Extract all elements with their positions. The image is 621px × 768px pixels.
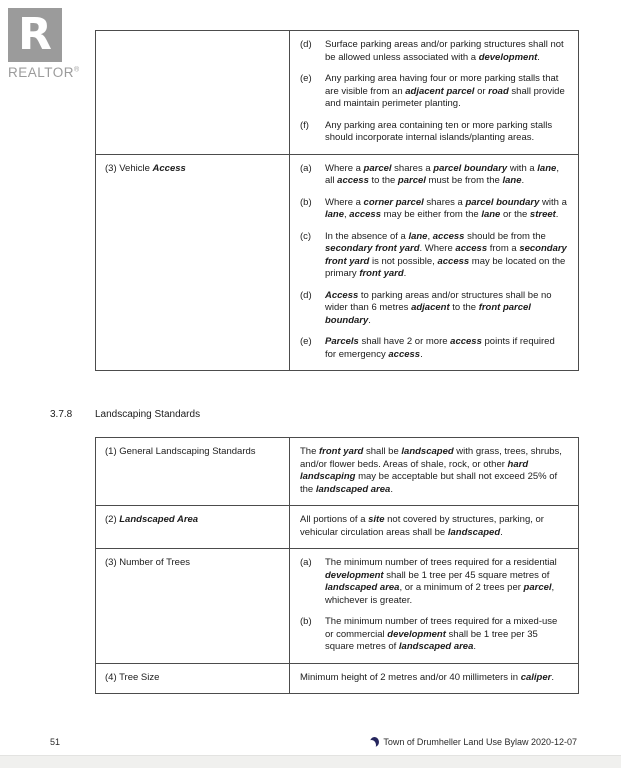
emphasized-term: lane (408, 230, 428, 242)
crescent-icon (370, 737, 379, 747)
emphasized-term: lane (537, 162, 557, 174)
emphasized-term: Landscaped Area (119, 514, 199, 525)
emphasized-term: secondary front yard (325, 243, 567, 267)
emphasized-term: landscaped (447, 526, 501, 538)
emphasized-term: lane (481, 209, 501, 220)
emphasized-term: access (337, 175, 369, 186)
emphasized-term: access (450, 336, 482, 347)
emphasized-term: front yard (319, 446, 364, 457)
clause-item (300, 39, 568, 64)
row-content-cell (290, 31, 578, 154)
emphasized-term: landscaped (401, 446, 454, 457)
emphasized-term: access (437, 255, 470, 267)
table-row (96, 31, 578, 154)
clause-label: (e) (300, 336, 312, 347)
emphasized-term: access (349, 209, 381, 220)
emphasized-term: lane (325, 209, 345, 220)
page-number: 51 (50, 737, 61, 747)
emphasized-term: adjacent parcel (405, 85, 475, 97)
clause-label: (b) (300, 616, 312, 627)
cell-paragraph: All portions of a site not covered by structures, parking, or vehicular circulation areas shall be landscaped. (300, 514, 544, 538)
section-title: Landscaping Standards (95, 409, 201, 420)
emphasized-term: parcel (397, 175, 426, 186)
bottom-strip (0, 755, 621, 768)
emphasized-term: access (455, 243, 488, 254)
clause-text: The minimum number of trees required for a residential development shall be 1 tree per 45 square metres of landscaped area, or a minimum of 2 trees per parcel, whichever is greater. (325, 557, 557, 606)
clause-label: (f) (300, 119, 309, 131)
document-title: Town of Drumheller Land Use Bylaw 2020-12-07 (383, 737, 577, 747)
table-row (96, 438, 578, 505)
clause-item (300, 120, 568, 145)
clause-item (300, 197, 568, 222)
clause-label: (a) (300, 162, 312, 174)
section-heading (50, 409, 200, 420)
emphasized-term: corner parcel (363, 196, 424, 208)
realtor-logo-text (8, 65, 98, 80)
clause-item (300, 336, 568, 361)
clause-text: In the absence of a lane, access should be from the secondary front yard. Where access from a secondary front yard is not possible, access may be located on the primary front yard. (325, 230, 567, 279)
cell-paragraph: The front yard shall be landscaped with grass, trees, shrubs, and/or flower beds. Areas of shale, rock, or other hard landscaping may be acceptable but shall not exceed 25% of the landscaped area. (300, 446, 562, 495)
row-content-cell (290, 438, 578, 505)
clause-text: Surface parking areas and/or parking structures shall not be allowed unless associated with a development. (325, 39, 564, 63)
clause-label: (b) (300, 196, 312, 208)
row-header-cell: (3) Vehicle Access (96, 155, 290, 371)
emphasized-term: landscaped area (398, 641, 474, 652)
emphasized-term: front yard (359, 268, 404, 279)
cell-paragraph: Minimum height of 2 metres and/or 40 millimeters in caliper. (300, 671, 554, 683)
clause-label: (d) (300, 289, 312, 301)
row-header-cell (96, 31, 290, 154)
emphasized-term: parcel (523, 582, 552, 593)
section-number: 3.7.8 (50, 409, 73, 420)
realtor-logo (8, 8, 98, 80)
emphasized-term: road (488, 85, 509, 97)
emphasized-term: front parcel boundary (325, 302, 531, 326)
clause-label: (a) (300, 557, 312, 568)
emphasized-term: Access (152, 162, 186, 174)
clause-text: Parcels shall have 2 or more access points if required for emergency access. (325, 336, 555, 360)
emphasized-term: access (432, 230, 465, 242)
clause-item (300, 231, 568, 281)
emphasized-term: lane (502, 175, 522, 186)
clause-text: Any parking area containing ten or more parking stalls should incorporate internal islands/planting areas. (325, 119, 553, 143)
clause-item (300, 73, 568, 111)
table-row (96, 548, 578, 663)
emphasized-term: landscaped area (325, 582, 400, 593)
clause-label: (d) (300, 39, 312, 50)
emphasized-term: development (325, 569, 384, 581)
parking-table (95, 30, 579, 371)
row-content-cell (290, 549, 578, 663)
emphasized-term: parcel (363, 162, 392, 174)
row-content-cell (290, 664, 578, 694)
landscaping-table (95, 437, 579, 694)
realtor-brand-text: REALTOR (8, 65, 75, 80)
emphasized-term: hard landscaping (300, 458, 529, 482)
clause-text: Access to parking areas and/or structures shall be no wider than 6 metres adjacent to the front parcel boundary. (325, 289, 552, 326)
clause-item (300, 290, 568, 328)
emphasized-term: development (478, 51, 538, 63)
emphasized-term: secondary front yard (325, 243, 420, 254)
clause-item (300, 616, 568, 654)
clause-item (300, 163, 568, 188)
table-row (96, 663, 578, 694)
emphasized-term: caliper (520, 671, 552, 683)
row-header-cell: (4) Tree Size (96, 664, 290, 694)
registered-trademark-symbol: ® (74, 66, 80, 74)
clause-text: Where a corner parcel shares a parcel boundary with a lane, access may be either from the lane or the street. (325, 196, 567, 220)
realtor-logo-mark: R (8, 8, 62, 62)
clause-text: The minimum number of trees required for a mixed-use or commercial development shall be 1 tree per 35 square metres of landscaped area. (325, 616, 558, 652)
emphasized-term: street (529, 209, 556, 220)
emphasized-term: landscaped area (315, 483, 391, 495)
table-row (96, 154, 578, 371)
clause-label: (e) (300, 73, 312, 84)
emphasized-term: site (368, 514, 385, 525)
row-header-cell: (3) Number of Trees (96, 549, 290, 663)
row-header-cell: (2) Landscaped Area (96, 506, 290, 548)
table-row (96, 505, 578, 548)
emphasized-term: access (388, 348, 421, 360)
emphasized-term: parcel boundary (433, 162, 508, 174)
emphasized-term: Parcels (325, 336, 359, 347)
row-content-cell (290, 155, 578, 371)
row-header-cell: (1) General Landscaping Standards (96, 438, 290, 505)
emphasized-term: development (387, 628, 446, 640)
emphasized-term: parcel boundary (465, 196, 540, 208)
clause-item (300, 557, 568, 607)
clause-label: (c) (300, 230, 312, 242)
row-content-cell (290, 506, 578, 548)
emphasized-term: adjacent (411, 302, 450, 313)
document-reference (370, 737, 577, 747)
clause-text: Where a parcel shares a parcel boundary with a lane, all access to the parcel must be from the lane. (325, 162, 559, 186)
clause-text: Any parking area having four or more parking stalls that are visible from an adjacent parcel or road shall provide and maintain perimeter planting. (325, 73, 565, 109)
emphasized-term: Access (325, 289, 359, 301)
